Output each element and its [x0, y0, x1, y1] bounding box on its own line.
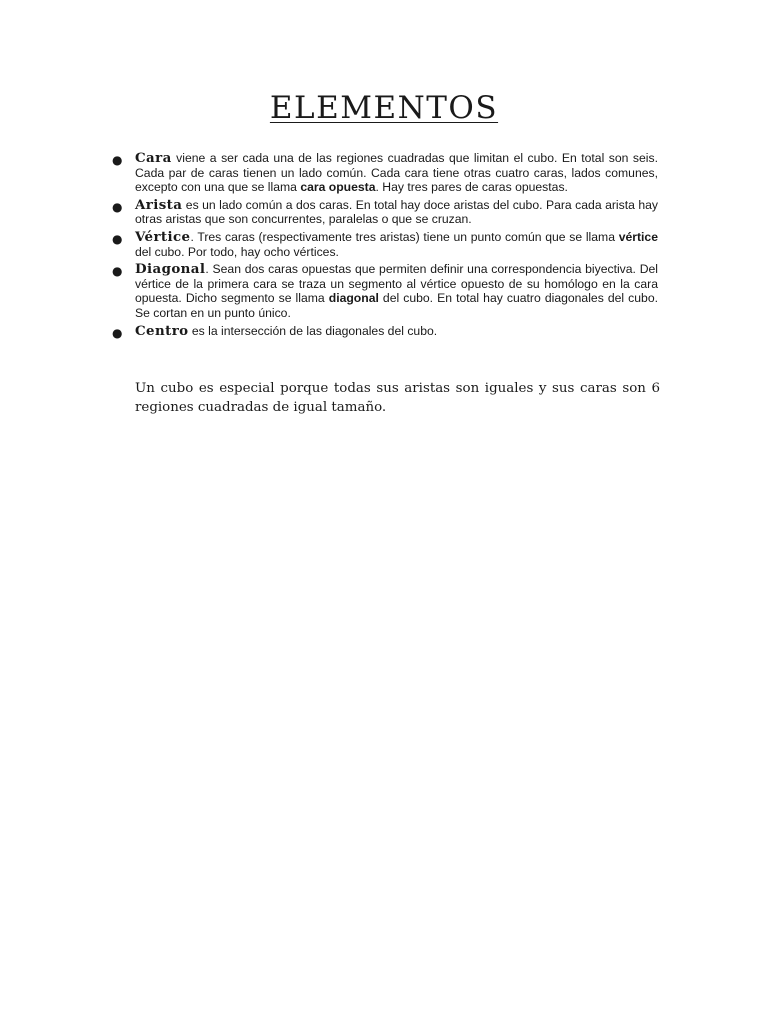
- bullet-icon: ●: [112, 153, 123, 167]
- definition-text: viene a ser cada una de las regiones cuadradas que limitan el cubo. En total son seis. Cada par de caras tienen un lado común. Cada cara tiene otras cuatro caras, lados comunes, excepto con una que se llama: [135, 151, 658, 195]
- bold-term: vértice: [618, 229, 658, 244]
- bullet-icon: ●: [112, 231, 123, 246]
- definition-text: es un lado común a dos caras. En total hay doce aristas del cubo. Para cada arista hay otras aristas que son concurrentes, paralelas o que se cruzan.: [135, 197, 658, 227]
- list-item-diagonal: [105, 262, 658, 320]
- definition-text: . Tres caras (respectivamente tres aristas) tiene un punto común que se llama: [190, 229, 619, 244]
- bullet-icon: ●: [112, 199, 123, 214]
- list-item-vertice: [105, 230, 658, 259]
- term-label: Diagonal: [135, 261, 206, 278]
- bold-term: diagonal: [328, 291, 379, 306]
- definition-text: . Sean dos caras opuestas que permiten definir una correspondencia biyectiva. Del vértice de la primera cara se traza un segmento al vértice opuesto de su homólogo en la cara opuesta. Dicho segmento se llama: [135, 262, 658, 306]
- page-title-text: ELEMENTOS: [269, 90, 499, 126]
- list-item-arista: [105, 198, 658, 227]
- term-label: Centro: [135, 322, 189, 339]
- term-label: Arista: [135, 196, 183, 213]
- definition-text-end: del cubo. Por todo, hay ocho vértices.: [135, 244, 339, 259]
- definition-text-end: . Hay tres pares de caras opuestas.: [375, 180, 568, 195]
- elements-list: [105, 151, 658, 341]
- term-label: Vértice: [135, 228, 191, 245]
- bullet-icon: ●: [112, 325, 123, 340]
- list-item-centro: [105, 324, 658, 339]
- closing-paragraph: Un cubo es especial porque todas sus aristas son iguales y sus caras son 6 regiones cuadradas de igual tamaño.: [135, 381, 660, 415]
- page-title: [0, 88, 768, 128]
- bullet-icon: ●: [112, 264, 123, 279]
- definition-text-end: del cubo. En total hay cuatro diagonales del cubo. Se cortan en un punto único.: [135, 291, 658, 320]
- term-label: Cara: [135, 150, 172, 166]
- list-item-cara: [105, 151, 658, 195]
- definition-text: es la intersección de las diagonales del cubo.: [188, 323, 438, 338]
- bold-term: cara opuesta: [300, 180, 376, 195]
